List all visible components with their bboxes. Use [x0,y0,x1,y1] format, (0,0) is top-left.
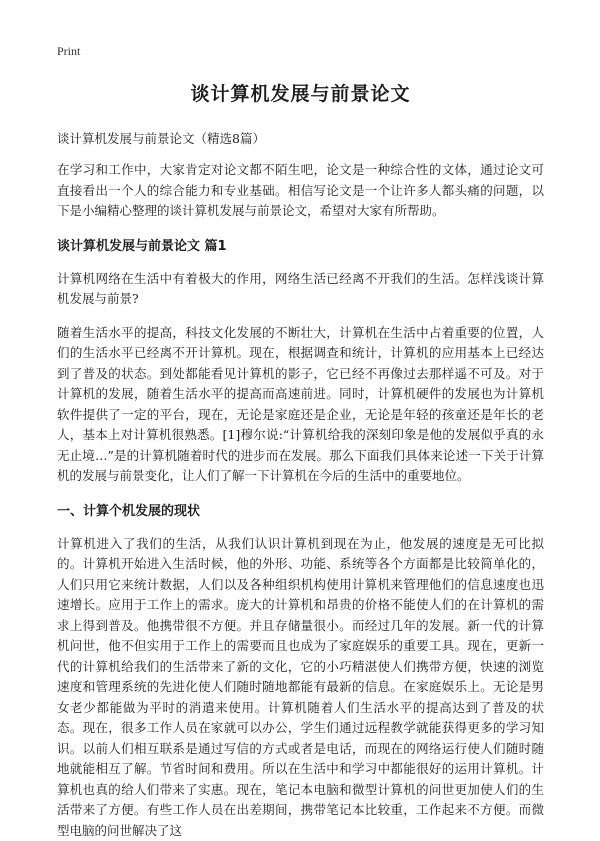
body-paragraph-1: 计算机网络在生活中有着极大的作用，网络生活已经离不开我们的生活。怎样浅谈计算机发展与前景? [57,269,544,310]
article-heading: 谈计算机发展与前景论文 篇1 [57,235,544,254]
print-link[interactable]: Print [57,44,544,59]
intro-paragraph: 在学习和工作中，大家肯定对论文都不陌生吧，论文是一种综合性的文体，通过论文可直接看出一个人的综合能力和专业基础。相信写论文是一个让许多人都头痛的问题，以下是小编精心整理的谈计算机发展与前景论文，希望对大家有所帮助。 [57,160,544,222]
body-paragraph-3: 计算机进入了我们的生活，从我们认识计算机到现在为止，他发展的速度是无可比拟的。计算机开始进入生活时候，他的外形、功能、系统等各个方面都是比较简单化的，人们只用它来统计数据，人们以及各种组织机构使用计算机来管理他们的信息速度也迅速增长。应用于工作上的需求。庞大的计算机和昂贵的价格不能使人们的在计算机的需求上得到普及。他携带很不方便。并且存储量很小。而经过几年的发展。新一代的计算机问世，他不但实用于工作上的需要而且也成为了家庭娱乐的重要工具。现在，更新一代的计算机给我们的生活带来了新的文化，它的小巧精湛使人们携带方便，快速的浏览速度和管理系统的先进化使人们随时随地都能有最新的信息。在家庭娱乐上。无论是男女老少都能做为平时的消遣来使用。计算机随着人们生活水平的提高达到了普及的状态。现在，很多工作人员在家就可以办公，学生们通过远程教学就能获得更多的学习知识。以前人们相互联系是通过写信的方式或者是电话，而现在的网络运行使人们随时随地就能相互了解。节省时间和费用。所以在生活中和学习中都能很好的运用计算机。计算机也真的给人们带来了实惠。现在，笔记本电脑和微型计算机的问世更加使人们的生活带来了方便。有些工作人员在出差期间，携带笔记本比较重，工作起来不方便。而微型电脑的问世解决了这 [57,534,544,841]
body-paragraph-2: 随着生活水平的提高，科技文化发展的不断壮大，计算机在生活中占着重要的位置，人们的生活水平已经离不开计算机。现在，根据调查和统计，计算机的应用基本上已经达到了普及的状态。到处都能看见计算机的影子，它已经不再像过去那样遥不可及。对于计算机的发展，随着生活水平的提高而高速前进。同时，计算机硬件的发展也为计算机软件提供了一定的平台，现在，无论是家庭还是企业，无论是年轻的孩童还是年长的老人，基本上对计算机很熟悉。[1]穆尔说:“计算机给我的深刻印象是他的发展似乎真的永无止境…”是的计算机随着时代的进步而在发展。那么下面我们具体来论述一下关于计算机的发展与前景变化，让人们了解一下计算机在今后的生活中的重要地位。 [57,323,544,487]
section-heading: 一、计算个机发展的现状 [57,500,544,519]
document-subtitle: 谈计算机发展与前景论文（精选8篇） [57,129,544,147]
page-title: 谈计算机发展与前景论文 [57,79,544,106]
